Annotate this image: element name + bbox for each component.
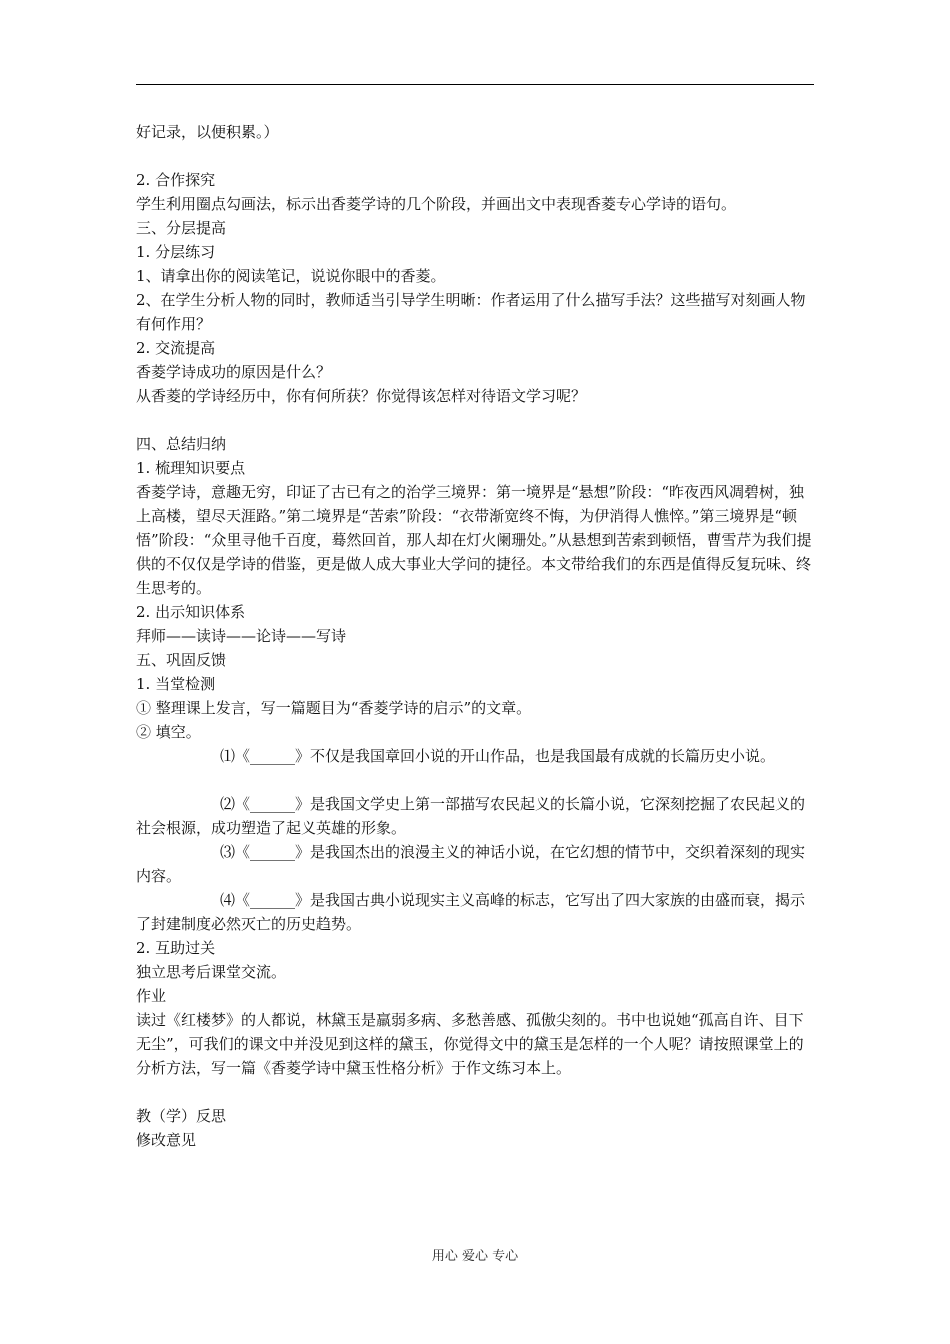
section-heading: 作业 <box>136 987 167 1005</box>
header-rule <box>136 84 814 85</box>
fill-blank-item: ⑶《______》是我国杰出的浪漫主义的神话小说，在它幻想的情节中，交织着深刻的现实内容。 <box>136 843 806 885</box>
page-footer: 用心 爱心 专心 <box>431 1249 519 1264</box>
section-heading: 三、分层提高 <box>136 219 227 237</box>
section-heading: 1. 分层练习 <box>136 243 216 261</box>
text-line: ① 整理课上发言，写一篇题目为“香菱学诗的启示”的文章。 <box>136 699 532 717</box>
paragraph: 2、在学生分析人物的同时，教师适当引导学生明晰：作者运用了什么描写手法？这些描写对刻画人物有何作用？ <box>136 291 806 333</box>
section-heading: 四、总结归纳 <box>136 435 227 453</box>
fill-blank-item: ⑴《______》不仅是我国章回小说的开山作品，也是我国最有成就的长篇历史小说。 <box>220 747 776 765</box>
text-line: 独立思考后课堂交流。 <box>136 963 287 981</box>
text-line: 1、请拿出你的阅读笔记，说说你眼中的香菱。 <box>136 267 446 285</box>
section-heading: 2. 合作探究 <box>136 171 216 189</box>
text-line: 拜师——读诗——论诗——写诗 <box>136 627 347 645</box>
text-line: 好记录，以便积累。） <box>136 123 279 141</box>
text-line: 从香菱的学诗经历中，你有何所获？你觉得该怎样对待语文学习呢？ <box>136 387 587 405</box>
document-body <box>136 120 816 1152</box>
section-heading: 修改意见 <box>136 1131 197 1149</box>
section-heading: 2. 交流提高 <box>136 339 216 357</box>
fill-blank-item: ⑷《______》是我国古典小说现实主义高峰的标志，它写出了四大家族的由盛而衰，揭示了封建制度必然灭亡的历史趋势。 <box>136 891 806 933</box>
section-heading: 1. 当堂检测 <box>136 675 216 693</box>
section-heading: 五、巩固反馈 <box>136 651 227 669</box>
paragraph: 读过《红楼梦》的人都说，林黛玉是羸弱多病、多愁善感、孤傲尖刻的。书中也说她“孤高自许、目下无尘”，可我们的课文中并没见到这样的黛玉，你觉得文中的黛玉是怎样的一个人呢？请按照课堂上的分析方法，写一篇《香菱学诗中黛玉性格分析》于作文练习本上。 <box>136 1011 804 1077</box>
text-line: 学生利用圈点勾画法，标示出香菱学诗的几个阶段，并画出文中表现香菱专心学诗的语句。 <box>136 195 737 213</box>
section-heading: 2. 出示知识体系 <box>136 603 246 621</box>
text-line: ② 填空。 <box>136 723 201 741</box>
section-heading: 2. 互助过关 <box>136 939 216 957</box>
section-heading: 教（学）反思 <box>136 1107 227 1125</box>
fill-blank-item: ⑵《______》是我国文学史上第一部描写农民起义的长篇小说，它深刻挖掘了农民起义的社会根源，成功塑造了起义英雄的形象。 <box>136 795 806 837</box>
paragraph: 香菱学诗，意趣无穷，印证了古已有之的治学三境界：第一境界是“悬想”阶段：“昨夜西风凋碧树，独上高楼，望尽天涯路。”第二境界是“苦索”阶段：“衣带渐宽终不悔，为伊消得人憔悴。”第三境界是“顿悟”阶段：“众里寻他千百度，蓦然回首，那人却在灯火阑珊处。”从悬想到苦索到顿悟，曹雪芹为我们提供的不仅仅是学诗的借鉴，更是做人成大事业大学问的捷径。本文带给我们的东西是值得反复玩味、终生思考的。 <box>136 483 812 597</box>
text-line: 香菱学诗成功的原因是什么？ <box>136 363 332 381</box>
section-heading: 1. 梳理知识要点 <box>136 459 246 477</box>
